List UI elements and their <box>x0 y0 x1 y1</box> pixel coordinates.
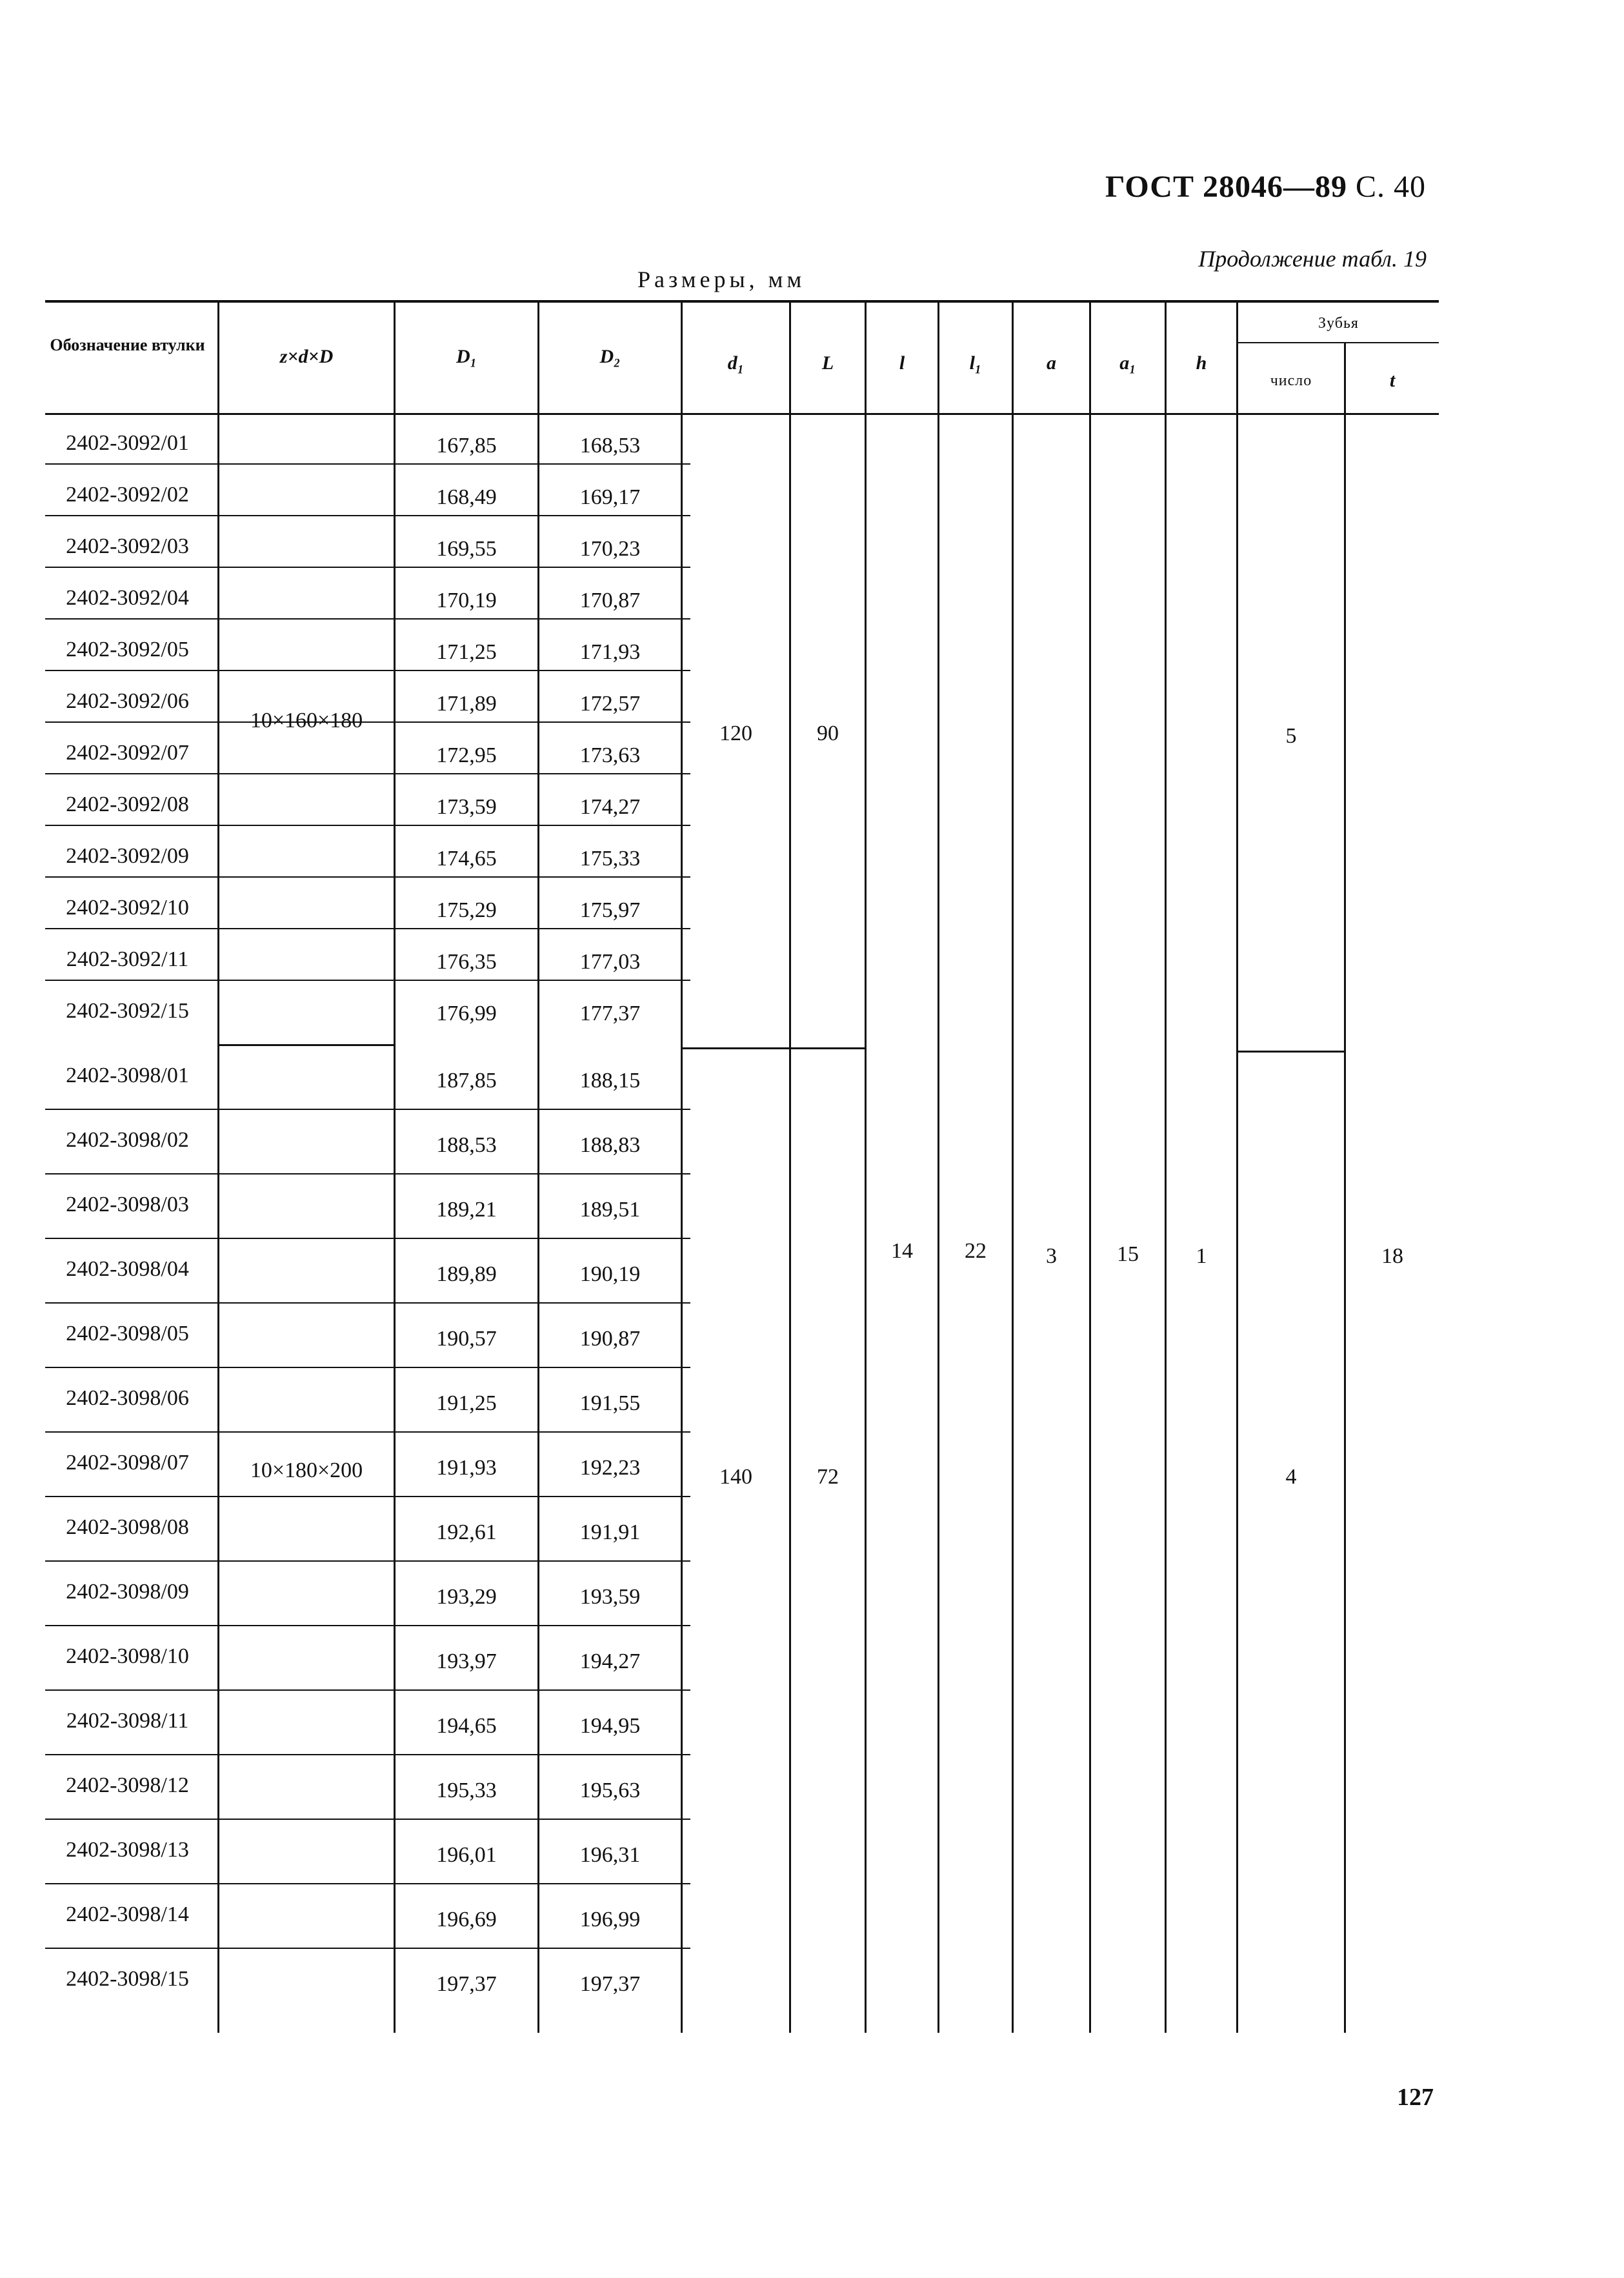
row-D1: 176,99 <box>436 1002 497 1025</box>
row-D2: 190,19 <box>579 1262 641 1286</box>
column-divider <box>937 300 939 2033</box>
row-D1: 172,95 <box>436 743 497 767</box>
row-code: 2402-3098/05 <box>66 1322 189 1346</box>
header-d1: d₁ <box>727 352 745 374</box>
group-separator <box>219 1044 394 1046</box>
row-D2: 171,93 <box>579 640 641 664</box>
row-D2: 173,63 <box>579 743 641 767</box>
common-h: 1 <box>1196 1244 1207 1268</box>
row-D2: 170,87 <box>579 589 641 612</box>
row-D1: 196,69 <box>436 1908 497 1931</box>
group2-teeth-count: 4 <box>1285 1465 1297 1489</box>
row-code: 2402-3098/09 <box>66 1580 189 1604</box>
row-D2: 188,83 <box>579 1133 641 1157</box>
row-D2: 195,63 <box>579 1779 641 1802</box>
row-D2: 169,17 <box>579 485 641 509</box>
row-code: 2402-3098/13 <box>66 1838 189 1862</box>
row-D1: 191,25 <box>436 1391 497 1415</box>
row-code: 2402-3092/10 <box>66 896 189 920</box>
header-D2: D₂ <box>599 346 621 367</box>
row-code: 2402-3098/02 <box>66 1128 189 1152</box>
column-divider <box>681 300 683 2033</box>
row-D1: 195,33 <box>436 1779 497 1802</box>
row-D2: 191,91 <box>579 1520 641 1544</box>
row-D2: 189,51 <box>579 1198 641 1222</box>
group-separator <box>1238 1051 1344 1053</box>
row-code: 2402-3098/08 <box>66 1515 189 1539</box>
teeth-subheader-rule <box>1238 342 1439 343</box>
header-bottom-rule <box>45 413 1439 415</box>
row-D1: 175,29 <box>436 898 497 922</box>
row-code: 2402-3098/03 <box>66 1193 189 1216</box>
page-number: 127 <box>1397 2084 1434 2111</box>
header-l: l <box>899 352 905 374</box>
column-divider <box>1344 342 1346 2033</box>
row-D2: 191,55 <box>579 1391 641 1415</box>
common-a: 3 <box>1046 1244 1057 1268</box>
row-D1: 197,37 <box>436 1972 497 1996</box>
row-D2: 172,57 <box>579 692 641 716</box>
row-D2: 196,99 <box>579 1908 641 1931</box>
row-D1: 169,55 <box>436 537 497 561</box>
row-code: 2402-3092/01 <box>66 431 189 455</box>
row-D1: 174,65 <box>436 847 497 871</box>
header-L: L <box>821 352 834 374</box>
row-D1: 196,01 <box>436 1843 497 1867</box>
row-code: 2402-3092/05 <box>66 638 189 661</box>
column-divider <box>217 300 219 2033</box>
row-D2: 188,15 <box>579 1069 641 1093</box>
dimensions-units: Размеры, мм <box>637 267 806 292</box>
group-separator <box>683 1047 789 1049</box>
row-code: 2402-3092/02 <box>66 483 189 507</box>
table-continuation-note: Продолжение табл. 19 <box>1198 246 1427 272</box>
header-l1: l₁ <box>969 352 982 374</box>
row-code: 2402-3092/11 <box>66 947 189 971</box>
row-D1: 170,19 <box>436 589 497 612</box>
column-divider <box>1089 300 1091 2033</box>
row-code: 2402-3092/03 <box>66 534 189 558</box>
column-divider <box>789 300 791 2033</box>
group2-zdD: 10×180×200 <box>250 1458 363 1482</box>
row-code: 2402-3092/04 <box>66 586 189 610</box>
row-D1: 167,85 <box>436 434 497 458</box>
page-reference: С. 40 <box>1355 170 1426 204</box>
row-D2: 175,33 <box>579 847 641 871</box>
row-code: 2402-3092/06 <box>66 689 189 713</box>
group1-teeth-count: 5 <box>1285 724 1297 748</box>
row-code: 2402-3098/12 <box>66 1773 189 1797</box>
row-code: 2402-3098/14 <box>66 1902 189 1926</box>
header-teeth-count: число <box>1270 372 1312 389</box>
column-divider <box>1236 300 1238 2033</box>
header-a: a <box>1047 352 1056 374</box>
row-D1: 190,57 <box>436 1327 497 1351</box>
common-l1: 22 <box>965 1239 987 1263</box>
header-h: h <box>1196 352 1207 374</box>
row-code: 2402-3092/15 <box>66 999 189 1023</box>
header-a1: a₁ <box>1119 352 1136 374</box>
row-D2: 197,37 <box>579 1972 641 1996</box>
row-D2: 194,27 <box>579 1649 641 1673</box>
row-D2: 177,37 <box>579 1002 641 1025</box>
row-D2: 175,97 <box>579 898 641 922</box>
header-zdD: z×d×D <box>279 346 334 367</box>
row-code: 2402-3092/07 <box>66 741 189 765</box>
row-D1: 191,93 <box>436 1456 497 1480</box>
row-D1: 171,89 <box>436 692 497 716</box>
common-l: 14 <box>891 1239 913 1263</box>
row-code: 2402-3092/09 <box>66 844 189 868</box>
row-code: 2402-3098/11 <box>66 1709 189 1733</box>
row-code: 2402-3092/08 <box>66 792 189 816</box>
group2-d1: 140 <box>719 1465 752 1489</box>
row-D1: 176,35 <box>436 950 497 974</box>
group1-L: 90 <box>817 721 839 745</box>
row-code: 2402-3098/15 <box>66 1967 189 1991</box>
header-designation: Обозначение втулки <box>50 336 205 354</box>
row-D1: 168,49 <box>436 485 497 509</box>
row-D2: 193,59 <box>579 1585 641 1609</box>
row-D2: 192,23 <box>579 1456 641 1480</box>
row-D2: 196,31 <box>579 1843 641 1867</box>
row-code: 2402-3098/01 <box>66 1063 189 1087</box>
row-D1: 192,61 <box>436 1520 497 1544</box>
group1-d1: 120 <box>719 721 752 745</box>
row-code: 2402-3098/10 <box>66 1644 189 1668</box>
header-teeth-t: t <box>1389 370 1396 391</box>
standard-header <box>1105 169 1426 205</box>
standard-number: ГОСТ 28046—89 <box>1105 170 1347 204</box>
column-divider <box>1165 300 1167 2033</box>
row-D2: 194,95 <box>579 1714 641 1738</box>
row-code: 2402-3098/07 <box>66 1451 189 1475</box>
row-D1: 193,97 <box>436 1649 497 1673</box>
row-D1: 187,85 <box>436 1069 497 1093</box>
column-divider <box>1012 300 1014 2033</box>
row-D1: 188,53 <box>436 1133 497 1157</box>
row-D2: 168,53 <box>579 434 641 458</box>
row-code: 2402-3098/04 <box>66 1257 189 1281</box>
group1-zdD: 10×160×180 <box>250 709 363 732</box>
row-D1: 193,29 <box>436 1585 497 1609</box>
row-D1: 171,25 <box>436 640 497 664</box>
row-D2: 190,87 <box>579 1327 641 1351</box>
column-divider <box>865 300 867 2033</box>
row-D1: 189,21 <box>436 1198 497 1222</box>
header-teeth: Зубья <box>1318 315 1359 332</box>
table-top-rule <box>45 300 1439 303</box>
row-D1: 189,89 <box>436 1262 497 1286</box>
row-D1: 173,59 <box>436 795 497 819</box>
row-code: 2402-3098/06 <box>66 1386 189 1410</box>
row-D2: 177,03 <box>579 950 641 974</box>
header-D1: D₁ <box>456 346 477 367</box>
row-D2: 170,23 <box>579 537 641 561</box>
common-a1: 15 <box>1117 1242 1139 1266</box>
row-D1: 194,65 <box>436 1714 497 1738</box>
group2-L: 72 <box>817 1465 839 1489</box>
common-t: 18 <box>1381 1244 1403 1268</box>
row-D2: 174,27 <box>579 795 641 819</box>
group-separator <box>791 1047 865 1049</box>
